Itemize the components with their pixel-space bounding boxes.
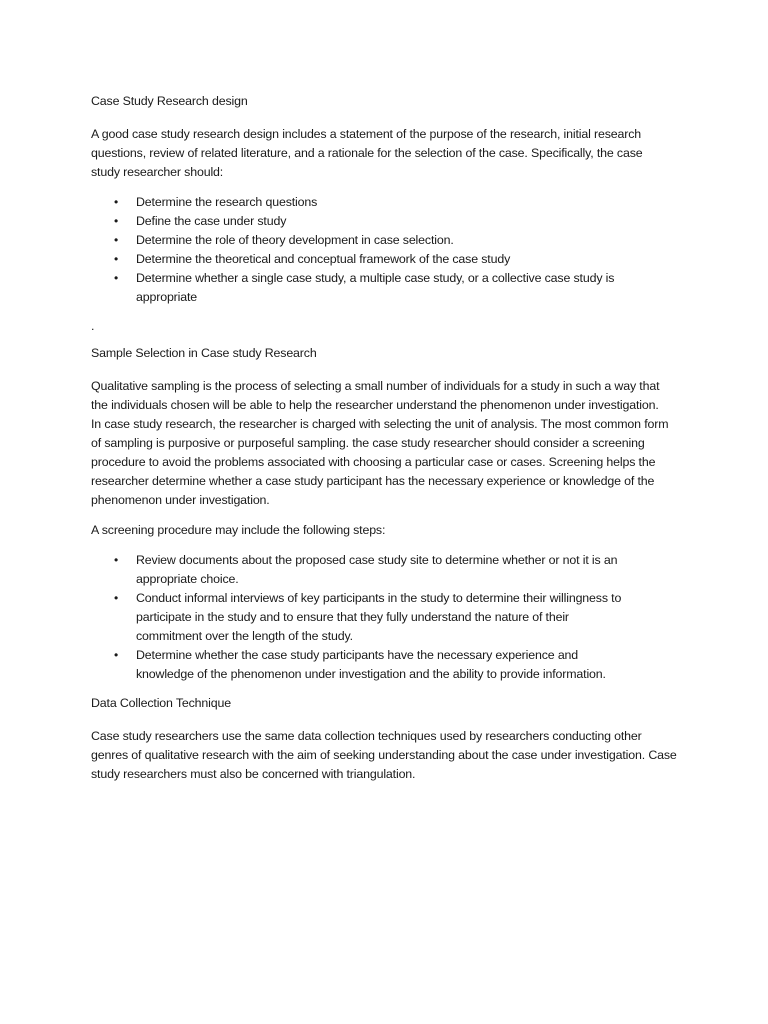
list-item	[91, 551, 631, 589]
list-item-text: Define the case under study	[136, 214, 287, 228]
bullet-icon: •	[114, 553, 119, 567]
list-item	[91, 231, 691, 250]
list-item-text: Review documents about the proposed case study site to determine whether or not it is an appropriate choice.	[136, 553, 618, 586]
list-item	[91, 250, 691, 269]
bullet-icon: •	[114, 233, 119, 247]
separator-period: .	[91, 319, 95, 333]
list-item	[91, 212, 691, 231]
section-heading-sample-selection: Sample Selection in Case study Research	[91, 346, 317, 360]
bullet-icon: •	[114, 271, 119, 285]
section-heading-data-collection: Data Collection Technique	[91, 696, 231, 710]
bullet-icon: •	[114, 252, 119, 266]
list-item-text: Determine the theoretical and conceptual framework of the case study	[136, 252, 511, 266]
screening-steps-list	[91, 551, 631, 684]
research-design-bullet-list	[91, 193, 691, 307]
list-item-text: Determine the role of theory development in case selection.	[136, 233, 454, 247]
list-item-text: Determine the research questions	[136, 195, 318, 209]
list-item	[91, 269, 656, 307]
list-item	[91, 193, 691, 212]
sample-selection-paragraph: Qualitative sampling is the process of selecting a small number of individuals for a study in such a way that the individuals chosen will be able to help the researcher understand the phenomenon under investigation. In case study research, the researcher is charged with selecting the unit of analysis. The most common form of sampling is purposive or purposeful sampling. the case study researcher should consider a screening procedure to avoid the problems associated with choosing a particular case or cases. Screening helps the researcher determine whether a case study participant has the necessary experience or knowledge of the phenomenon under investigation.	[91, 379, 669, 507]
document-page	[91, 92, 691, 795]
data-collection-paragraph: Case study researchers use the same data collection techniques used by researchers conducting other genres of qualitative research with the aim of seeking understanding about the case under investigation. Case study researchers must also be concerned with triangulation.	[91, 729, 677, 781]
section-heading-research-design: Case Study Research design	[91, 94, 248, 108]
list-item-text: Determine whether a single case study, a multiple case study, or a collective case study is appropriate	[136, 271, 615, 304]
bullet-icon: •	[114, 648, 119, 662]
screening-intro-text: A screening procedure may include the following steps:	[91, 523, 386, 537]
list-item-text: Determine whether the case study participants have the necessary experience and knowledge of the phenomenon under investigation and the ability to provide information.	[136, 648, 606, 681]
list-item-text: Conduct informal interviews of key participants in the study to determine their willingness to participate in the study and to ensure that they fully understand the nature of their commitment over the length of the study.	[136, 591, 622, 643]
list-item	[91, 589, 631, 646]
research-design-paragraph: A good case study research design includes a statement of the purpose of the research, initial research questions, review of related literature, and a rationale for the selection of the case. Specifically, the case study researcher should:	[91, 127, 643, 179]
bullet-icon: •	[114, 591, 119, 605]
list-item	[91, 646, 631, 684]
bullet-icon: •	[114, 195, 119, 209]
bullet-icon: •	[114, 214, 119, 228]
